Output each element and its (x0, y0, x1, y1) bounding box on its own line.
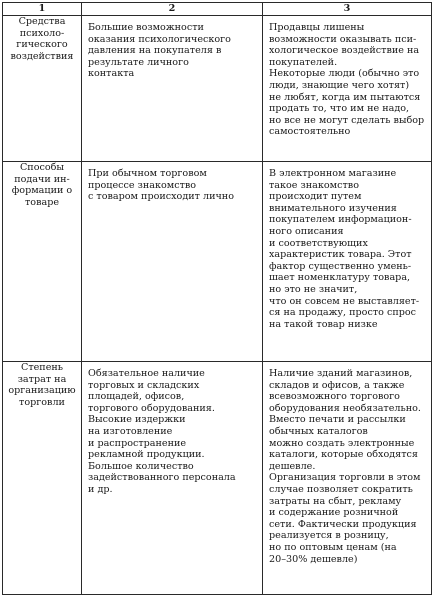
cell-text-line: 20–30% дешевле) (269, 553, 358, 565)
cell-text-line: обычных каталогов (269, 425, 368, 437)
traditional-cell (82, 16, 263, 162)
row-label: Средства психоло- гического воздействия (3, 16, 82, 162)
cell-text-line: хологическое воздействие на (269, 45, 420, 57)
cell-text-line: дешевле. (269, 460, 316, 472)
cell-text-line: что он совсем не выставляет- (269, 295, 420, 307)
cell-text-line: шает номенклатуру товара, (269, 272, 411, 284)
row-label: Степень затрат на организацию торговли (3, 362, 82, 595)
cell-text-line: Обязательное наличие (88, 368, 205, 379)
header-col-1: 1 (3, 3, 82, 16)
cell-text-line: складов и офисов, а также (269, 379, 405, 391)
cell-text-line: процессе знакомство (88, 179, 197, 191)
header-col-2: 2 (82, 3, 263, 16)
cell-text-line: случае позволяет сократить (269, 483, 413, 495)
cell-text-line: с товаром происходит лично (88, 191, 234, 203)
header-row (3, 3, 432, 16)
table-row (3, 362, 432, 595)
cell-text-line: и соответствующих (269, 237, 368, 249)
electronic-cell (263, 162, 432, 362)
cell-text-line: но все не могут сделать выбор (269, 114, 425, 126)
cell-text-line: давления на покупателя в (88, 45, 222, 57)
traditional-cell (82, 162, 263, 362)
cell-text-line: При обычном торговом (88, 168, 207, 179)
table-row (3, 162, 432, 362)
cell-text-line: и содержание розничной (269, 507, 399, 519)
cell-text-line: каталоги, которые обходятся (269, 449, 418, 461)
cell-text-line: характеристик товара. Этот (269, 249, 412, 261)
cell-text-line: задействованного персонала (88, 472, 236, 484)
cell-text-line: оборудования необязательно. (269, 402, 421, 414)
header-col-3: 3 (263, 3, 432, 16)
cell-text-line: рекламной продукции. (88, 449, 205, 461)
traditional-cell (82, 362, 263, 595)
electronic-cell (263, 362, 432, 595)
cell-text-line: можно создать электронные (269, 437, 415, 449)
cell-text-line: контакта (88, 68, 135, 80)
cell-text-line: не любят, когда им пытаются (269, 91, 421, 103)
cell-text-line: Продавцы лишены (269, 22, 365, 33)
electronic-cell (263, 16, 432, 162)
cell-text-line: Организация торговли в этом (269, 472, 421, 484)
cell-text-line: затраты на сбыт, рекламу (269, 495, 402, 507)
cell-text-line: сети. Фактически продукция (269, 518, 417, 530)
cell-text-line: продать то, что им не надо, (269, 103, 410, 115)
cell-text-line: Большие возможности (88, 22, 204, 33)
cell-text-line: реализуется в розницу, (269, 530, 389, 542)
cell-text-line: возможности оказывать пси- (269, 33, 417, 45)
cell-text-line: покупателей. (269, 56, 338, 68)
cell-text-line: Некоторые люди (обычно это (269, 68, 420, 80)
cell-text-line: Высокие издержки (88, 414, 186, 426)
cell-text-line: но по оптовым ценам (на (269, 541, 397, 553)
cell-text-line: и др. (88, 483, 113, 495)
cell-text-line: но это не значит, (269, 283, 358, 295)
cell-text-line: результате личного (88, 56, 189, 68)
cell-text-line: фактор существенно умень- (269, 260, 412, 272)
cell-text-line: ся на продажу, просто спрос (269, 307, 417, 319)
cell-text-line: такое знакомство (269, 179, 359, 191)
cell-text-line: В электронном магазине (269, 168, 397, 179)
cell-text-line: торговых и складских (88, 379, 200, 391)
cell-text-line: на такой товар низке (269, 318, 378, 330)
cell-text-line: всевозможного торгового (269, 391, 400, 403)
cell-text-line: внимательного изучения (269, 202, 397, 214)
cell-text-line: Вместо печати и рассылки (269, 414, 406, 426)
cell-text-line: Наличие зданий магазинов, (269, 368, 413, 379)
cell-text-line: площадей, офисов, (88, 391, 185, 403)
cell-text-line: происходит путем (269, 191, 362, 203)
cell-text-line: самостоятельно (269, 126, 351, 138)
cell-text-line: и распространение (88, 437, 187, 449)
comparison-table (2, 2, 432, 595)
cell-text-line: Большое количество (88, 460, 194, 472)
row-label: Способы подачи ин- формации о товаре (3, 162, 82, 362)
cell-text-line: ного описания (269, 225, 344, 237)
cell-text-line: люди, знающие чего хотят) (269, 79, 410, 91)
cell-text-line: торгового оборудования. (88, 402, 215, 414)
table-row (3, 16, 432, 162)
cell-text-line: оказания психологического (88, 33, 231, 45)
cell-text-line: на изготовление (88, 425, 173, 437)
cell-text-line: покупателем информацион- (269, 214, 412, 226)
